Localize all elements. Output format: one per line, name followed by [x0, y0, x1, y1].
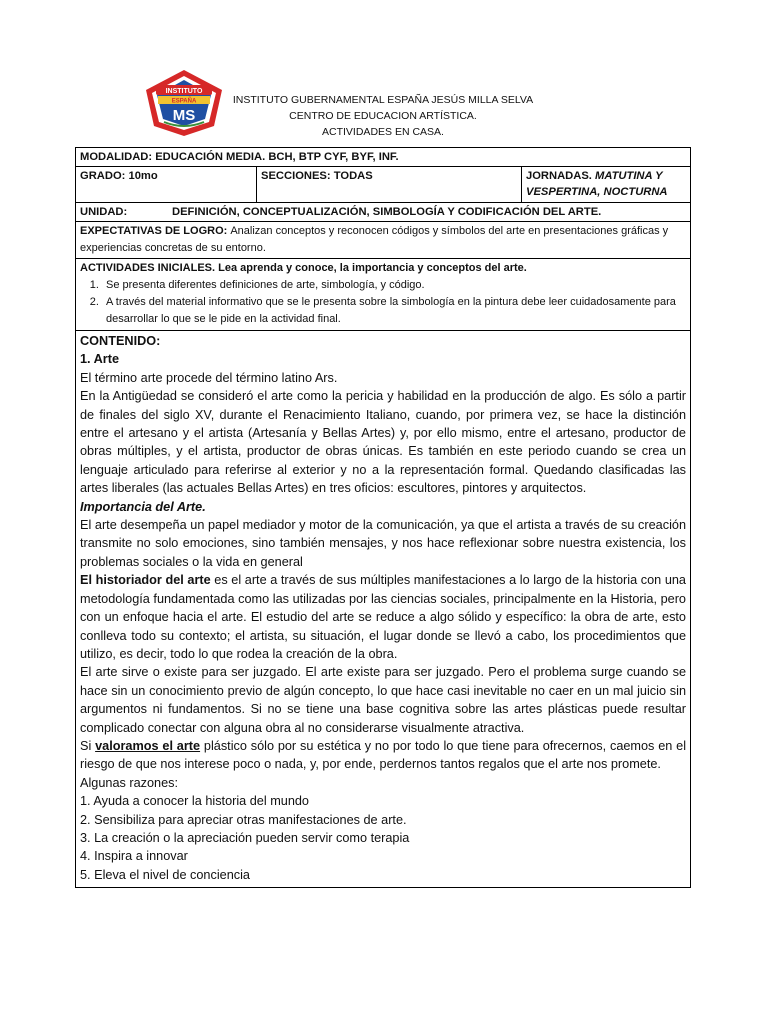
valoramos-bold: valoramos el arte [95, 738, 201, 753]
paragraph-historiador [80, 571, 686, 663]
list-item: 3. La creación o la apreciación pueden servir como terapia [80, 830, 410, 845]
paragraph-valoramos [80, 737, 686, 774]
paragraph-antiguedad: En la Antigüedad se consideró el arte como la pericia y habilidad en la producción de algo. Es sólo a partir de finales del siglo XV, durante el Renacimiento Italiano, cuando, por primera vez, se hace la distinción entre el artesano y el artista (Artesanía y Bellas Artes) y, por ello mismo, entre el artesano, productor de obras múltiples, y el artista, productor de obras únicas. Es también en este periodo cuando se crea un lenguaje articulado para referirse al exterior y no a la representación formal. Quedando clasificadas las artes liberales (las actuales Bellas Artes) en tres oficios: escultores, pintores y arquitectos. [80, 389, 686, 496]
list-item: 4. Inspira a innovar [80, 849, 188, 864]
importancia-heading: Importancia del Arte. [80, 499, 206, 514]
jornadas-label: JORNADAS. [526, 170, 595, 182]
logo-initials: MS [172, 107, 196, 124]
jornadas-value: MATUTINA Y VESPERTINA, NOCTURNA [526, 170, 668, 198]
actividades-intro: Lea aprenda y conoce, la importancia y conceptos del arte. [215, 262, 527, 274]
expectativas-label: EXPECTATIVAS DE LOGRO: [80, 225, 231, 237]
list-item: 1. Se presenta diferentes definiciones de arte, simbología, y código. [102, 277, 686, 294]
header-center: CENTRO DE EDUCACION ARTÍSTICA. [289, 110, 477, 122]
actividades-label: ACTIVIDADES INICIALES. [80, 262, 216, 274]
valoramos-pre: Si [80, 738, 96, 753]
razones-heading: Algunas razones: [80, 775, 179, 790]
list-item: 1. Ayuda a conocer la historia del mundo [80, 794, 309, 809]
cell-jornadas [522, 167, 682, 202]
header-activity: ACTIVIDADES EN CASA. [322, 126, 444, 138]
row-contenido [76, 331, 690, 887]
section-arte-heading: 1. Arte [80, 352, 120, 367]
row-unidad [76, 203, 690, 222]
list-item: 2. Sensibiliza para apreciar otras manifestaciones de arte. [80, 812, 407, 827]
cell-grado [76, 167, 257, 202]
list-item: 5. Eleva el nivel de conciencia [80, 867, 250, 882]
logo-banner-text: ESPAÑA [171, 98, 197, 105]
valoramos-text: plástico sólo por su estética y no por todo lo que tiene para ofrecernos, caemos en el riesgo de que nos interese poco o nada, y, por ende, perdernos tantos regalos que el arte nos promete. [80, 738, 687, 772]
row-grado [76, 167, 690, 203]
list-item: 2. A través del material informativo que se le presenta sobre la simbología en la pintura debe leer cuidadosamente para desarrollar lo que se le pide en la actividad final. [102, 294, 686, 328]
unidad-value: DEFINICIÓN, CONCEPTUALIZACIÓN, SIMBOLOGÍA Y CODIFICACIÓN DEL ARTE. [172, 206, 602, 218]
paragraph-juzgado: El arte sirve o existe para ser juzgado. El arte existe para ser juzgado. Pero el problema surge cuando se hace sin un conocimiento previo de algún concepto, lo que hace casi inevitable no caer en un mal juicio sin argumentos ni fundamentos. Si no se tiene una base cognitiva sobre las artes plásticas puede resultar complicado conectar con alguna obra al no considerarse visualmente atractiva. [80, 665, 686, 735]
logo-top-text: INSTITUTO [165, 88, 203, 95]
cell-secciones [257, 167, 522, 202]
document-header [200, 92, 566, 140]
expectativas-text: Analizan conceptos y reconocen códigos y símbolos del arte en presentaciones gráficas y experiencias concretas de su entorno. [80, 225, 669, 254]
paragraph-origin: El término arte procede del término latino Ars. [80, 370, 338, 385]
actividades-list [80, 277, 686, 328]
unidad-label: UNIDAD: [80, 206, 128, 218]
header-institution: INSTITUTO GUBERNAMENTAL ESPAÑA JESÚS MILLA SELVA [232, 94, 534, 106]
row-modalidad [76, 148, 690, 167]
historiador-text: es el arte a través de sus múltiples manifestaciones a lo largo de la historia con una metodología fundamentada como las utilizadas por las ciencias sociales, principalmente en la Historia, pero con un enfoque hacia el arte. El estudio del arte se reduce a algo sólido y específico: la obra de arte, esto conlleva todo su contexto; el artista, su situación, el lugar donde se llevó a cabo, los procedimientos que utilizo, es decir, todo lo que rodea la creación de la obra. [80, 573, 686, 661]
grado-text: GRADO: 10mo [80, 170, 158, 182]
activity-table [75, 147, 691, 888]
row-actividades [76, 259, 690, 331]
secciones-text: SECCIONES: TODAS [261, 170, 373, 182]
contenido-heading: CONTENIDO: [80, 334, 161, 348]
row-expectativas [76, 222, 690, 259]
modalidad-text: MODALIDAD: EDUCACIÓN MEDIA. BCH, BTP CYF, BYF, INF. [80, 151, 399, 163]
paragraph-importancia: El arte desempeña un papel mediador y motor de la comunicación, ya que el artista a través de su creación transmite no solo emociones, sino también mensajes, y nos hace reflexionar sobre nuestra existencia, los problemas sociales o la vida en general [80, 518, 686, 569]
historiador-bold: El historiador del arte [80, 573, 211, 588]
